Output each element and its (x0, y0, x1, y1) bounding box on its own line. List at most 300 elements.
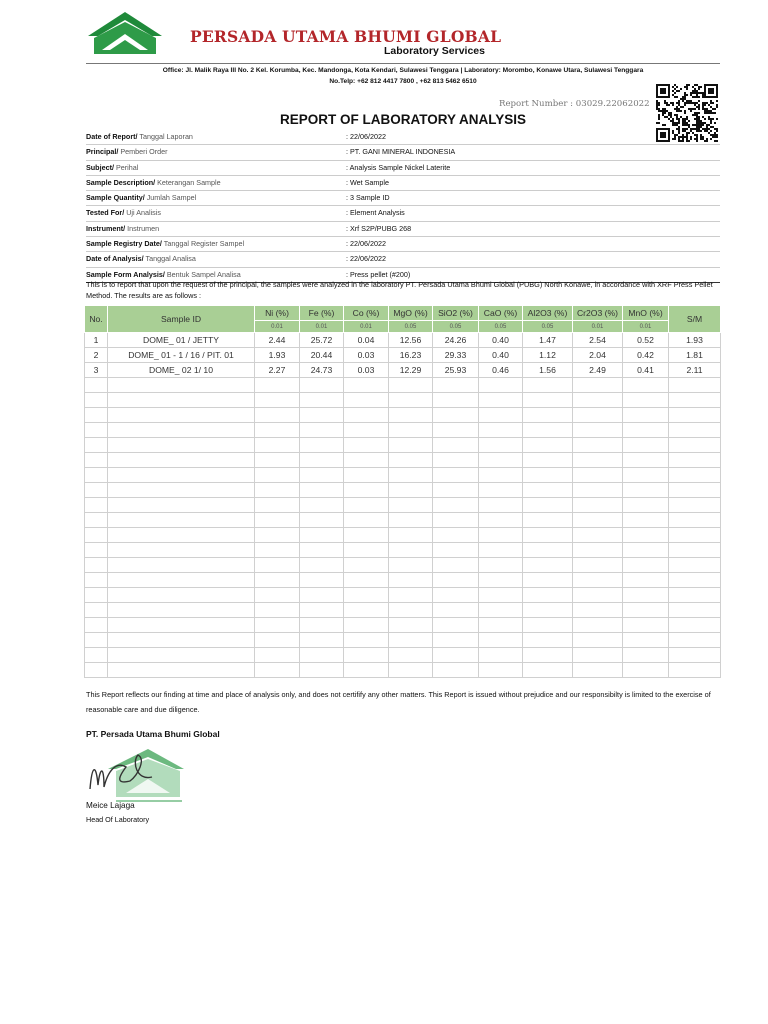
empty-cell (433, 663, 479, 678)
empty-cell (479, 648, 523, 663)
empty-cell (344, 528, 389, 543)
info-value: : 22/06/2022 (346, 239, 386, 249)
table-row (85, 573, 721, 588)
empty-cell (85, 528, 108, 543)
sm-cell: 1.93 (669, 333, 721, 348)
empty-cell (669, 573, 721, 588)
empty-cell (255, 558, 300, 573)
empty-cell (255, 588, 300, 603)
empty-cell (573, 393, 623, 408)
info-row (86, 222, 720, 237)
empty-cell (108, 393, 255, 408)
sample-id-cell: DOME_ 01 - 1 / 16 / PIT. 01 (108, 348, 255, 363)
empty-cell (523, 528, 573, 543)
report-info (86, 130, 720, 283)
empty-cell (108, 543, 255, 558)
empty-cell (433, 378, 479, 393)
empty-cell (433, 423, 479, 438)
empty-cell (344, 393, 389, 408)
empty-cell (255, 393, 300, 408)
row-number: 1 (85, 333, 108, 348)
value-cell: 1.47 (523, 333, 573, 348)
empty-cell (573, 663, 623, 678)
empty-cell (255, 453, 300, 468)
empty-cell (669, 528, 721, 543)
col-header-element: MnO (%) (623, 306, 669, 321)
empty-cell (85, 603, 108, 618)
table-row (85, 588, 721, 603)
info-row (86, 237, 720, 252)
empty-cell (389, 483, 433, 498)
division-name: Laboratory Services (384, 45, 485, 57)
empty-cell (479, 393, 523, 408)
empty-cell (108, 603, 255, 618)
empty-cell (85, 468, 108, 483)
empty-cell (669, 498, 721, 513)
table-row (85, 483, 721, 498)
empty-cell (108, 468, 255, 483)
empty-cell (255, 513, 300, 528)
sm-cell: 1.81 (669, 348, 721, 363)
table-row (85, 468, 721, 483)
empty-cell (389, 648, 433, 663)
detection-limit: 0.05 (523, 321, 573, 333)
empty-cell (344, 648, 389, 663)
empty-cell (479, 378, 523, 393)
info-value: : Analysis Sample Nickel Laterite (346, 162, 451, 172)
empty-cell (433, 543, 479, 558)
empty-cell (344, 558, 389, 573)
row-number: 3 (85, 363, 108, 378)
empty-cell (300, 603, 344, 618)
empty-cell (255, 378, 300, 393)
empty-cell (255, 543, 300, 558)
empty-cell (344, 423, 389, 438)
empty-cell (300, 528, 344, 543)
info-row (86, 191, 720, 206)
empty-cell (344, 603, 389, 618)
detection-limit: 0.05 (433, 321, 479, 333)
empty-cell (479, 408, 523, 423)
empty-cell (623, 393, 669, 408)
empty-cell (623, 543, 669, 558)
empty-cell (623, 423, 669, 438)
value-cell: 0.03 (344, 348, 389, 363)
empty-cell (108, 378, 255, 393)
empty-cell (85, 453, 108, 468)
empty-cell (300, 393, 344, 408)
empty-cell (573, 648, 623, 663)
empty-cell (255, 468, 300, 483)
empty-cell (573, 438, 623, 453)
value-cell: 12.29 (389, 363, 433, 378)
empty-cell (669, 408, 721, 423)
empty-cell (479, 513, 523, 528)
info-value: : Element Analysis (346, 208, 405, 218)
header-divider (86, 63, 720, 64)
empty-cell (433, 633, 479, 648)
empty-cell (85, 498, 108, 513)
empty-cell (389, 468, 433, 483)
col-header-element: Cr2O3 (%) (573, 306, 623, 321)
table-row (85, 438, 721, 453)
col-header-sm: S/M (669, 306, 721, 333)
empty-cell (623, 648, 669, 663)
value-cell: 24.73 (300, 363, 344, 378)
table-row (85, 453, 721, 468)
empty-cell (300, 618, 344, 633)
empty-cell (300, 663, 344, 678)
empty-cell (433, 588, 479, 603)
empty-cell (479, 558, 523, 573)
empty-cell (255, 483, 300, 498)
empty-cell (479, 633, 523, 648)
empty-cell (523, 663, 573, 678)
empty-cell (479, 573, 523, 588)
empty-cell (433, 528, 479, 543)
value-cell: 0.40 (479, 333, 523, 348)
company-logo (88, 12, 162, 54)
empty-cell (523, 453, 573, 468)
empty-cell (300, 648, 344, 663)
table-row (85, 378, 721, 393)
value-cell: 0.46 (479, 363, 523, 378)
value-cell: 25.93 (433, 363, 479, 378)
empty-cell (523, 588, 573, 603)
info-label: Principal/ Pemberi Order (86, 147, 168, 157)
info-label: Sample Form Analysis/ Bentuk Sampel Analisa (86, 269, 241, 279)
empty-cell (523, 543, 573, 558)
empty-cell (300, 588, 344, 603)
table-row (85, 543, 721, 558)
col-header-element: Al2O3 (%) (523, 306, 573, 321)
empty-cell (300, 453, 344, 468)
empty-cell (669, 483, 721, 498)
sm-cell: 2.11 (669, 363, 721, 378)
empty-cell (623, 513, 669, 528)
empty-cell (389, 423, 433, 438)
empty-cell (573, 618, 623, 633)
empty-cell (389, 513, 433, 528)
empty-cell (573, 603, 623, 618)
empty-cell (669, 648, 721, 663)
empty-cell (108, 408, 255, 423)
address-line: Office: Jl. Malik Raya III No. 2 Kel. Korumba, Kec. Mandonga, Kota Kendari, Sulawesi Tenggara | Laboratory: Morombo, Konawe Utara, Sulawesi Tenggara (162, 67, 644, 74)
empty-cell (85, 423, 108, 438)
value-cell: 0.04 (344, 333, 389, 348)
report-title: REPORT OF LABORATORY ANALYSIS (279, 112, 527, 127)
table-row (85, 558, 721, 573)
info-label: Instrument/ Instrumen (86, 223, 160, 233)
empty-cell (669, 423, 721, 438)
col-header-no: No. (85, 306, 108, 333)
empty-cell (108, 633, 255, 648)
signature-stamp (86, 745, 186, 803)
table-row (85, 648, 721, 663)
results-table (84, 305, 721, 678)
value-cell: 0.03 (344, 363, 389, 378)
empty-cell (433, 618, 479, 633)
info-label: Date of Report/ Tanggal Laporan (86, 132, 193, 141)
info-value: : 22/06/2022 (346, 254, 386, 264)
empty-cell (623, 378, 669, 393)
empty-cell (344, 588, 389, 603)
info-value: : 3 Sample ID (346, 193, 390, 203)
empty-cell (108, 528, 255, 543)
empty-cell (255, 633, 300, 648)
sample-id-cell: DOME_ 02 1/ 10 (108, 363, 255, 378)
table-row (85, 498, 721, 513)
empty-cell (300, 543, 344, 558)
empty-cell (255, 603, 300, 618)
detection-limit: 0.01 (573, 321, 623, 333)
empty-cell (479, 618, 523, 633)
empty-cell (669, 543, 721, 558)
table-row (85, 333, 721, 348)
empty-cell (573, 543, 623, 558)
empty-cell (573, 378, 623, 393)
empty-cell (108, 663, 255, 678)
value-cell: 1.12 (523, 348, 573, 363)
empty-cell (344, 498, 389, 513)
empty-cell (108, 588, 255, 603)
empty-cell (108, 618, 255, 633)
detection-limit: 0.01 (623, 321, 669, 333)
empty-cell (479, 663, 523, 678)
empty-cell (669, 378, 721, 393)
company-name: PERSADA UTAMA BHUMI GLOBAL (190, 27, 502, 46)
empty-cell (389, 543, 433, 558)
col-header-element: Ni (%) (255, 306, 300, 321)
col-header-element: SiO2 (%) (433, 306, 479, 321)
value-cell: 0.42 (623, 348, 669, 363)
empty-cell (479, 468, 523, 483)
empty-cell (389, 528, 433, 543)
empty-cell (108, 453, 255, 468)
signatory-company: PT. Persada Utama Bhumi Global (86, 729, 220, 739)
col-header-element: Co (%) (344, 306, 389, 321)
detection-limit: 0.01 (300, 321, 344, 333)
empty-cell (523, 603, 573, 618)
empty-cell (623, 618, 669, 633)
empty-cell (85, 573, 108, 588)
empty-cell (523, 573, 573, 588)
empty-cell (255, 618, 300, 633)
empty-cell (669, 588, 721, 603)
empty-cell (433, 393, 479, 408)
empty-cell (300, 408, 344, 423)
info-row (86, 206, 720, 221)
empty-cell (344, 468, 389, 483)
value-cell: 20.44 (300, 348, 344, 363)
empty-cell (85, 633, 108, 648)
report-number: Report Number : 03029.22062022 (499, 99, 650, 109)
empty-cell (523, 393, 573, 408)
value-cell: 0.41 (623, 363, 669, 378)
table-row (85, 393, 721, 408)
empty-cell (479, 453, 523, 468)
value-cell: 25.72 (300, 333, 344, 348)
info-row (86, 145, 720, 160)
empty-cell (108, 513, 255, 528)
table-row (85, 603, 721, 618)
empty-cell (573, 633, 623, 648)
empty-cell (389, 633, 433, 648)
empty-cell (433, 513, 479, 528)
empty-cell (573, 528, 623, 543)
empty-cell (255, 648, 300, 663)
table-row (85, 528, 721, 543)
empty-cell (523, 618, 573, 633)
detection-limit: 0.01 (255, 321, 300, 333)
empty-cell (433, 483, 479, 498)
empty-cell (479, 528, 523, 543)
empty-cell (85, 588, 108, 603)
value-cell: 0.40 (479, 348, 523, 363)
empty-cell (669, 453, 721, 468)
empty-cell (573, 573, 623, 588)
info-value: : PT. GANI MINERAL INDONESIA (346, 147, 456, 157)
empty-cell (344, 408, 389, 423)
empty-cell (85, 438, 108, 453)
empty-cell (573, 408, 623, 423)
empty-cell (523, 378, 573, 393)
info-value: : Xrf S2P/PUBG 268 (346, 223, 412, 233)
info-label: Date of Analysis/ Tanggal Analisa (86, 254, 196, 264)
empty-cell (344, 438, 389, 453)
empty-cell (479, 423, 523, 438)
empty-cell (389, 453, 433, 468)
empty-cell (85, 393, 108, 408)
info-label: Sample Registry Date/ Tanggal Register Sampel (86, 239, 245, 249)
empty-cell (85, 543, 108, 558)
empty-cell (255, 528, 300, 543)
empty-cell (623, 408, 669, 423)
empty-cell (389, 603, 433, 618)
empty-cell (389, 438, 433, 453)
empty-cell (433, 648, 479, 663)
info-row (86, 252, 720, 267)
info-row (86, 161, 720, 176)
empty-cell (623, 453, 669, 468)
empty-cell (108, 483, 255, 498)
empty-cell (623, 633, 669, 648)
empty-cell (573, 468, 623, 483)
row-number: 2 (85, 348, 108, 363)
detection-limit: 0.01 (344, 321, 389, 333)
table-row (85, 513, 721, 528)
phone-line: No.Telp: +62 812 4417 7800 , +62 813 5462 6510 (329, 77, 477, 85)
empty-cell (623, 483, 669, 498)
empty-cell (344, 633, 389, 648)
empty-cell (85, 408, 108, 423)
empty-cell (523, 408, 573, 423)
value-cell: 2.04 (573, 348, 623, 363)
table-row (85, 363, 721, 378)
col-header-element: CaO (%) (479, 306, 523, 321)
value-cell: 12.56 (389, 333, 433, 348)
sample-id-cell: DOME_ 01 / JETTY (108, 333, 255, 348)
empty-cell (389, 378, 433, 393)
empty-cell (623, 528, 669, 543)
signer-role: Head Of Laboratory (86, 815, 150, 824)
empty-cell (433, 453, 479, 468)
empty-cell (85, 483, 108, 498)
empty-cell (573, 423, 623, 438)
value-cell: 29.33 (433, 348, 479, 363)
empty-cell (389, 558, 433, 573)
empty-cell (344, 483, 389, 498)
empty-cell (344, 453, 389, 468)
value-cell: 24.26 (433, 333, 479, 348)
empty-cell (389, 573, 433, 588)
empty-cell (479, 483, 523, 498)
table-row (85, 408, 721, 423)
col-header-sample: Sample ID (108, 306, 255, 333)
empty-cell (669, 663, 721, 678)
empty-cell (344, 543, 389, 558)
disclaimer-text: This Report reflects our finding at time and place of analysis only, and does not certifify any other matters. This Report is issued without prejudice and our responsibilty is limited to the exercise of reasonable care and due diligence. (86, 690, 711, 714)
empty-cell (344, 513, 389, 528)
empty-cell (108, 498, 255, 513)
empty-cell (389, 408, 433, 423)
empty-cell (85, 618, 108, 633)
empty-cell (623, 558, 669, 573)
empty-cell (108, 438, 255, 453)
empty-cell (433, 573, 479, 588)
empty-cell (389, 498, 433, 513)
empty-cell (479, 603, 523, 618)
empty-cell (669, 558, 721, 573)
col-header-element: MgO (%) (389, 306, 433, 321)
empty-cell (300, 483, 344, 498)
empty-cell (573, 513, 623, 528)
empty-cell (523, 468, 573, 483)
empty-cell (623, 438, 669, 453)
empty-cell (300, 558, 344, 573)
empty-cell (389, 663, 433, 678)
info-label: Subject/ Perihal (86, 162, 139, 172)
empty-cell (255, 438, 300, 453)
value-cell: 0.52 (623, 333, 669, 348)
empty-cell (523, 483, 573, 498)
empty-cell (669, 618, 721, 633)
empty-cell (85, 663, 108, 678)
empty-cell (433, 468, 479, 483)
empty-cell (573, 498, 623, 513)
empty-cell (300, 438, 344, 453)
empty-cell (623, 588, 669, 603)
info-row (86, 130, 720, 145)
empty-cell (669, 438, 721, 453)
empty-cell (479, 438, 523, 453)
empty-cell (433, 498, 479, 513)
empty-cell (523, 423, 573, 438)
intro-text: This is to report that upon the request of the principal, the samples were analyzed in the laboratory PT. Persada Utama Bhumi Global (PUBG) North Konawe, in accordance with XRF Press Pellet Method. The results are as follows : (86, 280, 713, 300)
empty-cell (389, 588, 433, 603)
empty-cell (300, 423, 344, 438)
empty-cell (523, 558, 573, 573)
empty-cell (433, 603, 479, 618)
empty-cell (573, 453, 623, 468)
col-header-element: Fe (%) (300, 306, 344, 321)
info-label: Tested For/ Uji Analisis (86, 208, 161, 218)
table-row (85, 618, 721, 633)
empty-cell (300, 378, 344, 393)
empty-cell (85, 558, 108, 573)
empty-cell (344, 573, 389, 588)
empty-cell (255, 498, 300, 513)
